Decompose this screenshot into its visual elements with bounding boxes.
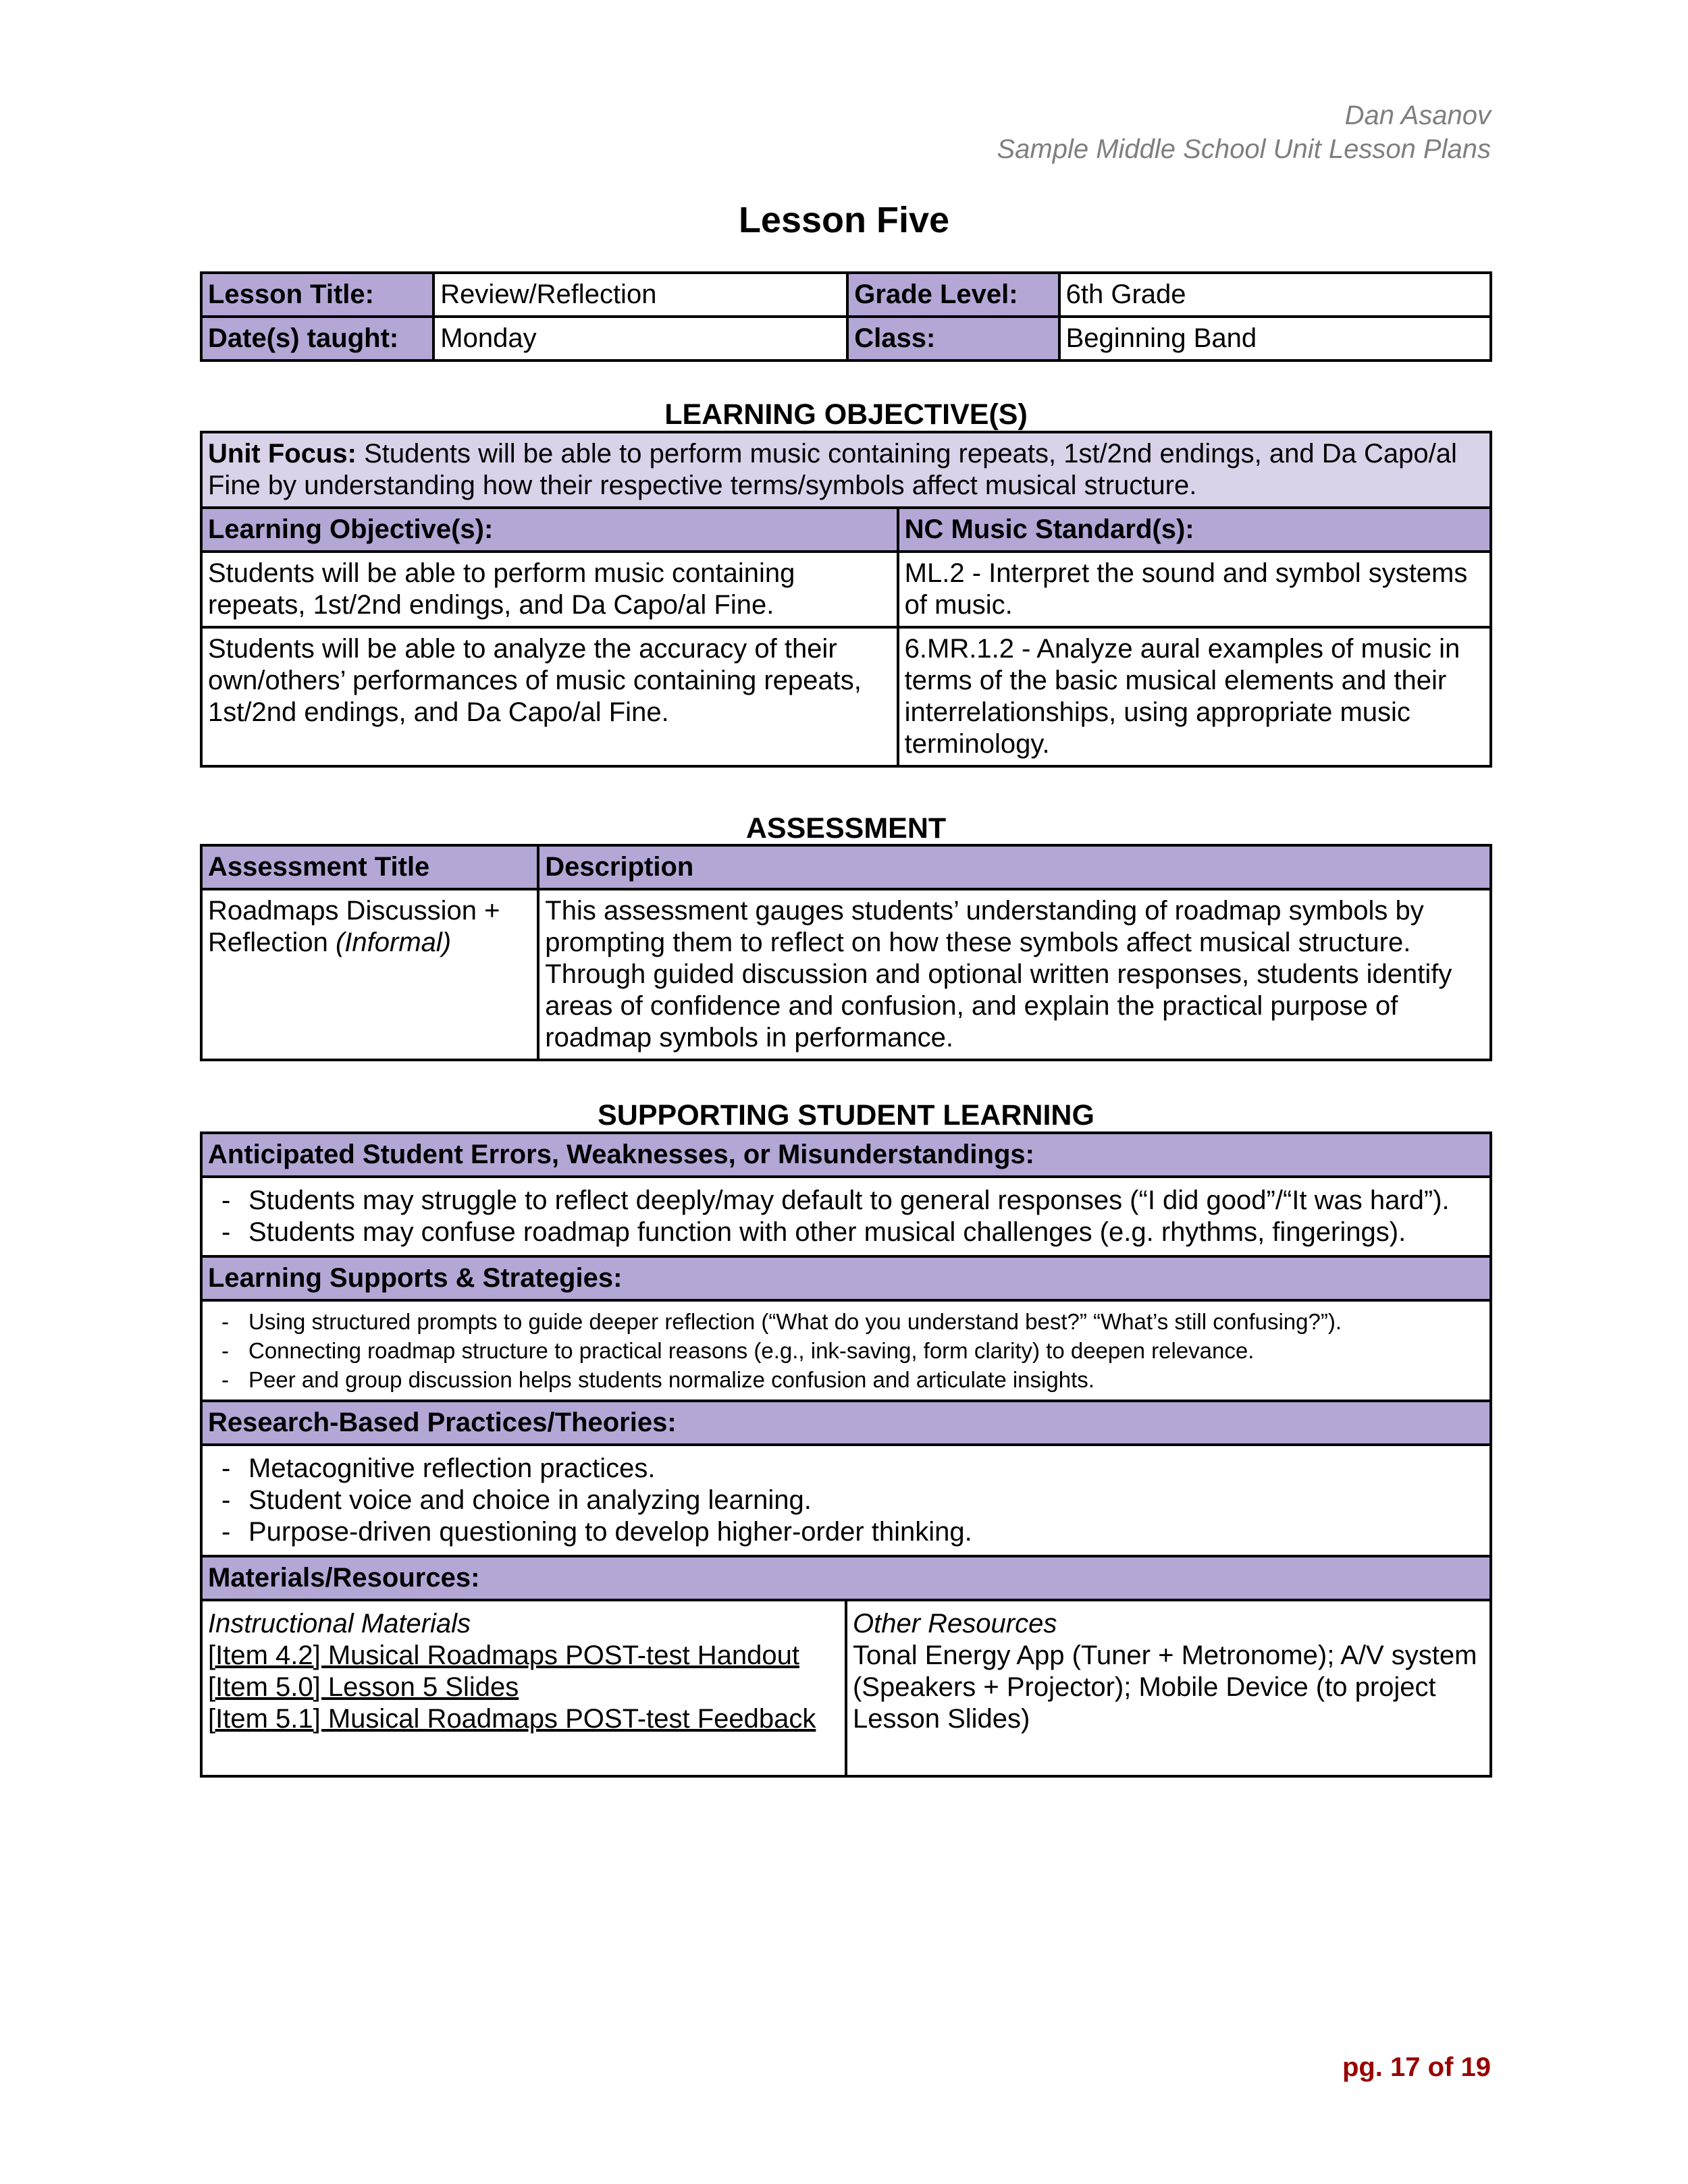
- class-value: Beginning Band: [1059, 317, 1491, 361]
- grade-level-label: Grade Level:: [847, 273, 1059, 317]
- dates-value: Monday: [433, 317, 847, 361]
- standard-cell: 6.MR.1.2 - Analyze aural examples of music in terms of the basic musical elements and their interrelationships, using appropriate music terminology.: [898, 627, 1491, 766]
- table-row: [201, 1401, 1491, 1445]
- table-row: [201, 432, 1491, 508]
- list-item: - Metacognitive reflection practices.: [221, 1453, 1484, 1485]
- class-label: Class:: [847, 317, 1059, 361]
- table-row: [201, 317, 1491, 361]
- assessment-table: [200, 844, 1492, 1061]
- assessment-description-cell: This assessment gauges students’ understanding of roadmap symbols by prompting them to reflect on how these symbols affect musical structure. Through guided discussion and optional written responses, students identify areas of confidence and confusion, and explain the practical purpose of roadmap symbols in performance.: [538, 889, 1491, 1060]
- lesson-title-label: Lesson Title:: [201, 273, 433, 317]
- errors-list: [208, 1185, 1484, 1248]
- other-resources-cell: [846, 1600, 1491, 1776]
- list-item: - Purpose-driven questioning to develop higher-order thinking.: [221, 1516, 1484, 1548]
- header-author: Dan Asanov: [1344, 101, 1491, 130]
- errors-cell: [201, 1177, 1491, 1256]
- table-row: [201, 1256, 1491, 1300]
- supporting-learning-table: [200, 1131, 1492, 1778]
- table-row: [201, 1600, 1491, 1776]
- table-row: [201, 1556, 1491, 1600]
- unit-focus-label: Unit Focus:: [208, 439, 357, 469]
- other-resources-text: Tonal Energy App (Tuner + Metronome); A/V system (Speakers + Projector); Mobile Device (to project Lesson Slides): [852, 1641, 1477, 1734]
- list-item: - Using structured prompts to guide deeper reflection (“What do you understand best?” “What’s still confusing?”).: [221, 1307, 1484, 1336]
- table-row: [201, 1445, 1491, 1556]
- list-item: - Students may confuse roadmap function with other musical challenges (e.g. rhythms, fingerings).: [221, 1217, 1484, 1248]
- learning-objectives-heading: LEARNING OBJECTIVE(S): [664, 398, 1028, 431]
- grade-level-value: 6th Grade: [1059, 273, 1491, 317]
- table-row: [201, 552, 1491, 627]
- research-header: Research-Based Practices/Theories:: [201, 1401, 1491, 1445]
- standards-column-header: NC Music Standard(s):: [898, 508, 1491, 552]
- instructional-materials-cell: [201, 1600, 846, 1776]
- unit-focus-text: Students will be able to perform music containing repeats, 1st/2nd endings, and Da Capo/al Fine by understanding how their respective terms/symbols affect musical structure.: [208, 439, 1457, 500]
- table-row: [201, 889, 1491, 1060]
- table-row: [201, 1133, 1491, 1177]
- list-item: - Student voice and choice in analyzing learning.: [221, 1485, 1484, 1516]
- objective-cell: Students will be able to perform music containing repeats, 1st/2nd endings, and Da Capo/al Fine.: [201, 552, 898, 627]
- errors-header: Anticipated Student Errors, Weaknesses, or Misunderstandings:: [201, 1133, 1491, 1177]
- table-row: [201, 508, 1491, 552]
- objectives-column-header: Learning Objective(s):: [201, 508, 898, 552]
- objective-cell: Students will be able to analyze the accuracy of their own/others’ performances of music containing repeats, 1st/2nd endings, and Da Capo/al Fine.: [201, 627, 898, 766]
- standard-cell: ML.2 - Interpret the sound and symbol systems of music.: [898, 552, 1491, 627]
- page-title: Lesson Five: [738, 200, 950, 240]
- instructional-materials-label: Instructional Materials: [208, 1609, 471, 1639]
- assessment-description-header: Description: [538, 845, 1491, 889]
- research-cell: [201, 1445, 1491, 1556]
- list-item: - Students may struggle to reflect deeply/may default to general responses (“I did good”/“It was hard”).: [221, 1185, 1484, 1217]
- supporting-learning-heading: SUPPORTING STUDENT LEARNING: [598, 1099, 1094, 1131]
- header-subtitle: Sample Middle School Unit Lesson Plans: [997, 134, 1491, 164]
- assessment-title-text: Roadmaps Discussion + Reflection: [208, 896, 500, 957]
- learning-objectives-table: [200, 431, 1492, 768]
- supports-cell: [201, 1300, 1491, 1401]
- material-link[interactable]: [Item 5.0] Lesson 5 Slides: [208, 1672, 519, 1702]
- dates-label: Date(s) taught:: [201, 317, 433, 361]
- table-row: [201, 1177, 1491, 1256]
- table-row: [201, 273, 1491, 317]
- assessment-title-qualifier: (Informal): [335, 928, 452, 957]
- unit-focus-cell: [201, 432, 1491, 508]
- assessment-heading: ASSESSMENT: [745, 812, 947, 845]
- lesson-info-table: [200, 271, 1492, 362]
- research-list: [208, 1453, 1484, 1548]
- list-item: - Connecting roadmap structure to practical reasons (e.g., ink-saving, form clarity) to deepen relevance.: [221, 1336, 1484, 1365]
- table-row: [201, 627, 1491, 766]
- list-item: - Peer and group discussion helps students normalize confusion and articulate insights.: [221, 1365, 1484, 1394]
- page-number: pg. 17 of 19: [1342, 2052, 1491, 2082]
- table-row: [201, 1300, 1491, 1401]
- supports-list: [208, 1307, 1484, 1394]
- other-resources-label: Other Resources: [852, 1609, 1057, 1639]
- assessment-title-cell: [201, 889, 538, 1060]
- table-row: [201, 845, 1491, 889]
- lesson-title-value: Review/Reflection: [433, 273, 847, 317]
- materials-header: Materials/Resources:: [201, 1556, 1491, 1600]
- assessment-title-header: Assessment Title: [201, 845, 538, 889]
- supports-header: Learning Supports & Strategies:: [201, 1256, 1491, 1300]
- running-header: [997, 99, 1491, 166]
- material-link[interactable]: [Item 5.1] Musical Roadmaps POST-test Feedback: [208, 1704, 816, 1734]
- material-link[interactable]: [Item 4.2] Musical Roadmaps POST-test Handout: [208, 1641, 799, 1670]
